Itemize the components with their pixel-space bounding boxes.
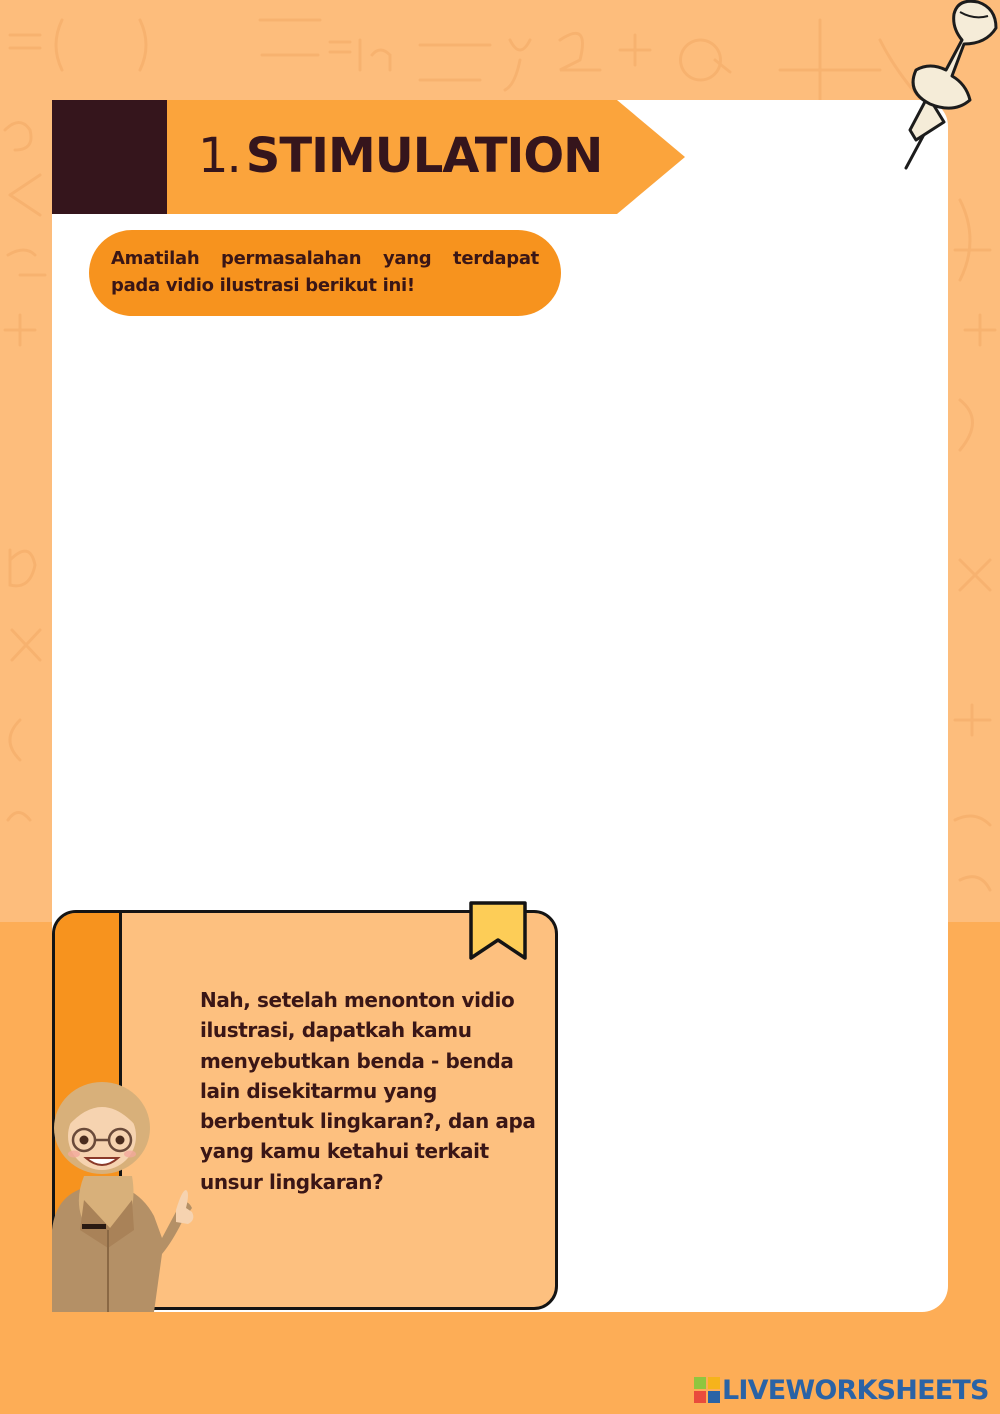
instruction-text: Amatilah permasalahan yang terdapat pada vidio ilustrasi berikut ini! [111, 248, 539, 296]
teacher-illustration [50, 1080, 200, 1312]
liveworksheets-logo-icon [694, 1377, 720, 1403]
instruction-bubble [89, 230, 561, 316]
push-pin-icon [896, 0, 1000, 172]
section-title [198, 122, 602, 190]
section-number: 1. [198, 128, 240, 184]
bookmark-icon [468, 900, 528, 962]
question-text: Nah, setelah menonton vidio ilustrasi, dapatkah kamu menyebutkan benda - benda lain disekitarmu yang berbentuk lingkaran?, dan apa yang kamu ketahui terkait unsur lingkaran? [200, 988, 536, 1194]
title-number-block [52, 100, 167, 214]
footer-brand-text: LIVEWORKSHEETS [722, 1374, 989, 1406]
footer-brand [694, 1374, 989, 1406]
section-title-text: STIMULATION [245, 128, 603, 184]
